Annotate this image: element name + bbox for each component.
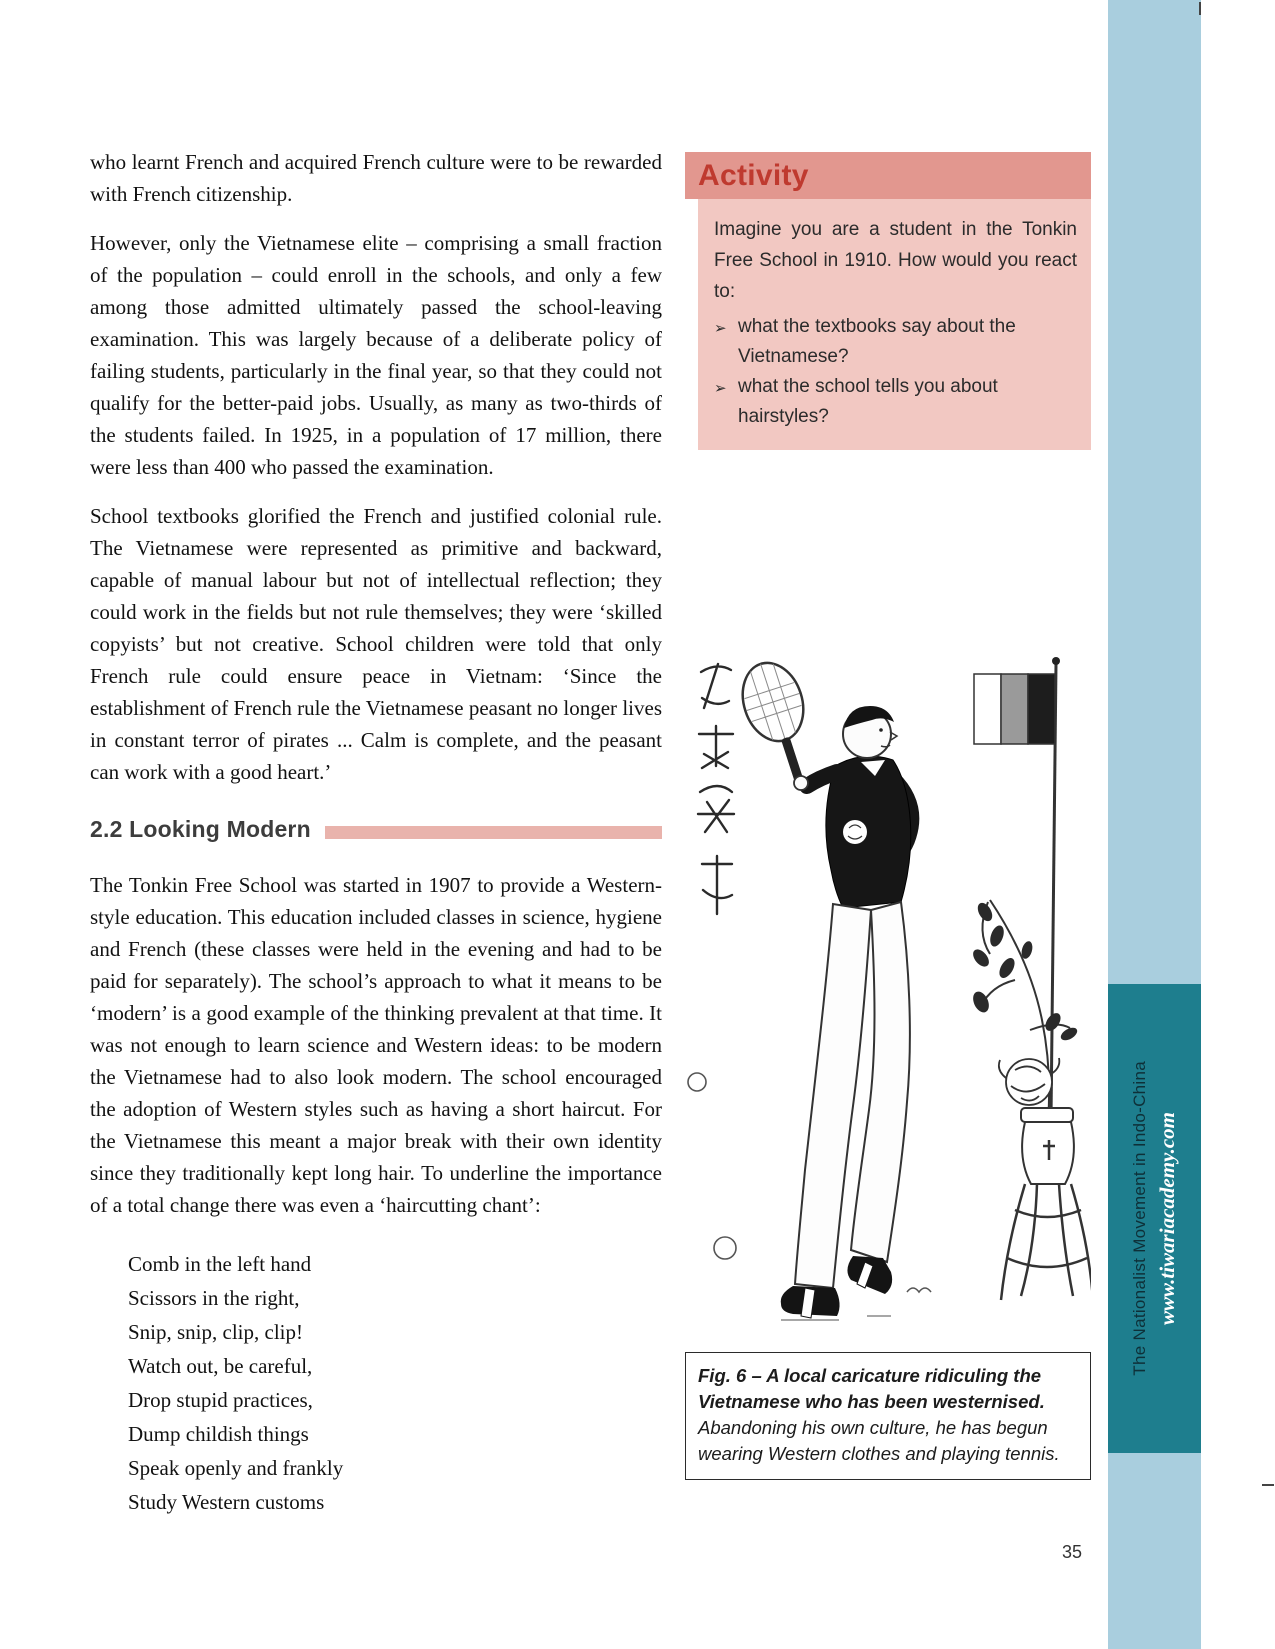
man-trousers [795, 902, 910, 1288]
chant-line: Speak openly and frankly [128, 1456, 344, 1480]
side-strip [1108, 0, 1201, 1649]
man-head [843, 706, 897, 758]
figure-caption [685, 1352, 1091, 1480]
haircutting-chant [128, 1247, 662, 1519]
figure-illustration [685, 650, 1091, 1340]
activity-bullet-item [714, 372, 1077, 432]
vase-stand [1001, 1184, 1091, 1300]
figure-6 [685, 650, 1091, 1340]
paragraph-tonkin-school: The Tonkin Free School was started in 1907 to provide a Western-style education. This education included classes in science, hygiene and French (these classes were held in the evening and had to be paid for separately). The school’s approach to what it means to be ‘modern’ is a good example of the thinking prevalent at that time. It was not enough to learn science and Western ideas: to be modern the Vietnamese had to also look modern. The school encouraged the adoption of Western styles such as having a short haircut. For the Vietnamese this meant a major break with their own identity since they traditionally kept long hair. To underline the importance of a total change there was even a ‘haircutting chant’: [90, 873, 662, 1217]
activity-box [698, 199, 1091, 450]
crop-mark [1199, 2, 1201, 15]
calligraphy-strokes [698, 664, 734, 914]
main-text-column [90, 146, 662, 1519]
activity-bullet-text: what the textbooks say about the Vietnamese? [738, 316, 1016, 367]
chest-flower [843, 820, 867, 844]
man-hand [794, 776, 808, 790]
chapter-title-vertical: The Nationalist Movement in Indo-China [1129, 1061, 1149, 1376]
activity-bullet-text: what the school tells you about hairstyles? [738, 376, 998, 427]
arrow-bullet-icon: ➢ [714, 320, 727, 337]
activity-header [685, 152, 1091, 199]
page-number: 35 [1062, 1542, 1083, 1562]
activity-title: Activity [698, 158, 809, 192]
crop-mark [1262, 1484, 1274, 1486]
activity-bullet-item [714, 312, 1077, 372]
paragraph-french-citizenship: who learnt French and acquired French culture were to be rewarded with French citizenship. [90, 150, 662, 206]
arrow-bullet-icon: ➢ [714, 380, 727, 397]
tennis-racket [733, 655, 826, 791]
chant-line: Drop stupid practices, [128, 1388, 313, 1412]
watermark-url: www.tiwariacademy.com [1154, 1111, 1179, 1326]
flower-vase [1021, 1108, 1074, 1184]
plant-leaves [970, 900, 1079, 1042]
activity-intro: Imagine you are a student in the Tonkin Free School in 1910. How would you react to: [714, 219, 1077, 302]
chant-line: Snip, snip, clip, clip! [128, 1320, 303, 1344]
heading-rule [325, 826, 662, 839]
figure-caption-text: Abandoning his own culture, he has begun wearing Western clothes and playing tennis. [698, 1417, 1060, 1464]
section-heading-row [90, 816, 662, 843]
chant-line: Watch out, be careful, [128, 1354, 313, 1378]
chant-line: Comb in the left hand [128, 1252, 312, 1276]
paragraph-school-textbooks: School textbooks glorified the French and justified colonial rule. The Vietnamese were represented as primitive and backward, capable of manual labour but not of intellectual reflection; they could work in the fields but not rule themselves; they were ‘skilled copyists’ but not creative. School children were told that only French rule could ensure peace in Vietnam: ‘Since the establishment of French rule the Vietnamese peasant no longer lives in constant terror of pirates ... Calm is complete, and the peasant can work with a good heart.’ [90, 504, 662, 784]
chant-line: Scissors in the right, [128, 1286, 300, 1310]
figure-caption-title: Fig. 6 – A local caricature ridiculing the Vietnamese who has been westernised. [698, 1365, 1045, 1412]
chapter-band [1108, 984, 1201, 1453]
chant-line: Study Western customs [128, 1490, 325, 1514]
section-heading: 2.2 Looking Modern [90, 816, 311, 842]
chant-line: Dump childish things [128, 1422, 309, 1446]
paragraph-elite-schools: However, only the Vietnamese elite – comprising a small fraction of the population – could enroll in the schools, and only a few among those admitted ultimately passed the school-leaving examination. This was largely because of a deliberate policy of failing students, particularly in the final year, so that they could not qualify for the better-paid jobs. Usually, as many as two-thirds of the students failed. In 1925, in a population of 17 million, there were less than 400 who passed the examination. [90, 231, 662, 479]
right-column [685, 152, 1091, 1464]
